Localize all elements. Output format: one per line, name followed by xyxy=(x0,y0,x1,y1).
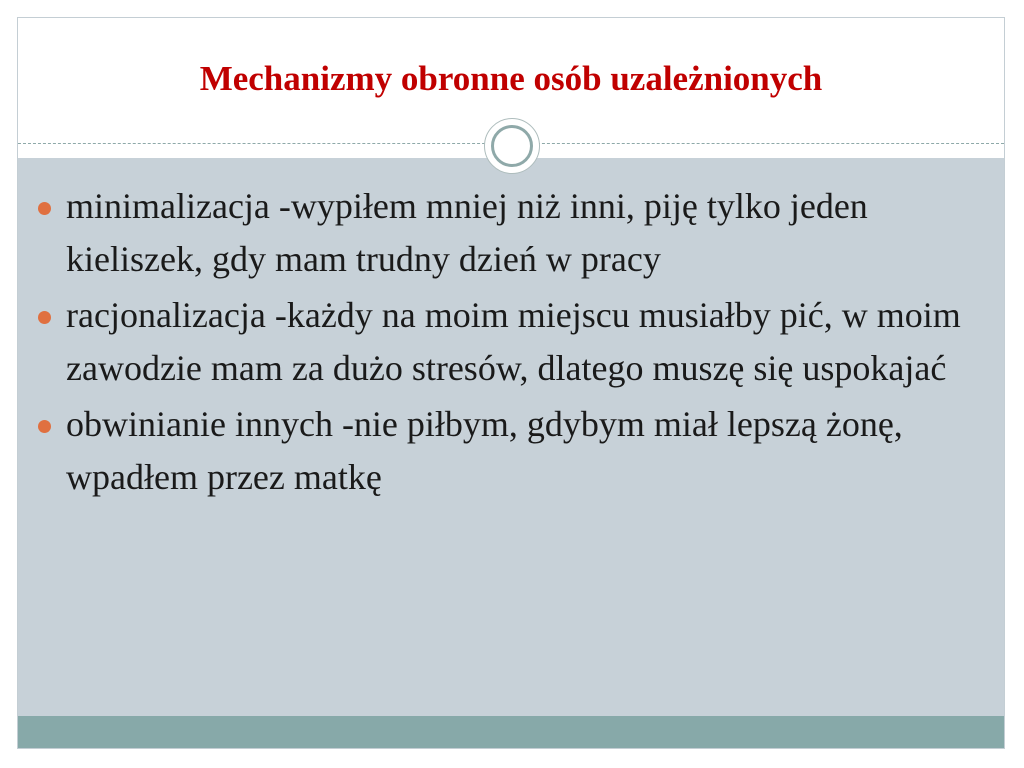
bullet-text: minimalizacja -wypiłem mniej niż inni, piję tylko jeden kieliszek, gdy mam trudny dzień w pracy xyxy=(66,186,868,279)
bullet-text: obwinianie innych -nie piłbym, gdybym miał lepszą żonę, wpadłem przez matkę xyxy=(66,404,903,497)
bullet-dot-icon xyxy=(38,311,51,324)
slide-title: Mechanizmy obronne osób uzależnionych xyxy=(199,59,823,98)
bullet-item xyxy=(36,180,976,286)
bullet-dot-icon xyxy=(38,202,51,215)
ring-inner xyxy=(491,125,533,167)
bullet-dot-icon xyxy=(38,420,51,433)
bullet-item xyxy=(36,289,976,395)
bullet-text: racjonalizacja -każdy na moim miejscu musiałby pić, w moim zawodzie mam za dużo stresów, dlatego muszę się uspokajać xyxy=(66,295,961,388)
footer-bar xyxy=(18,716,1004,749)
bullet-item xyxy=(36,398,976,504)
ring-ornament-icon xyxy=(484,118,540,174)
bullet-list xyxy=(36,180,976,507)
